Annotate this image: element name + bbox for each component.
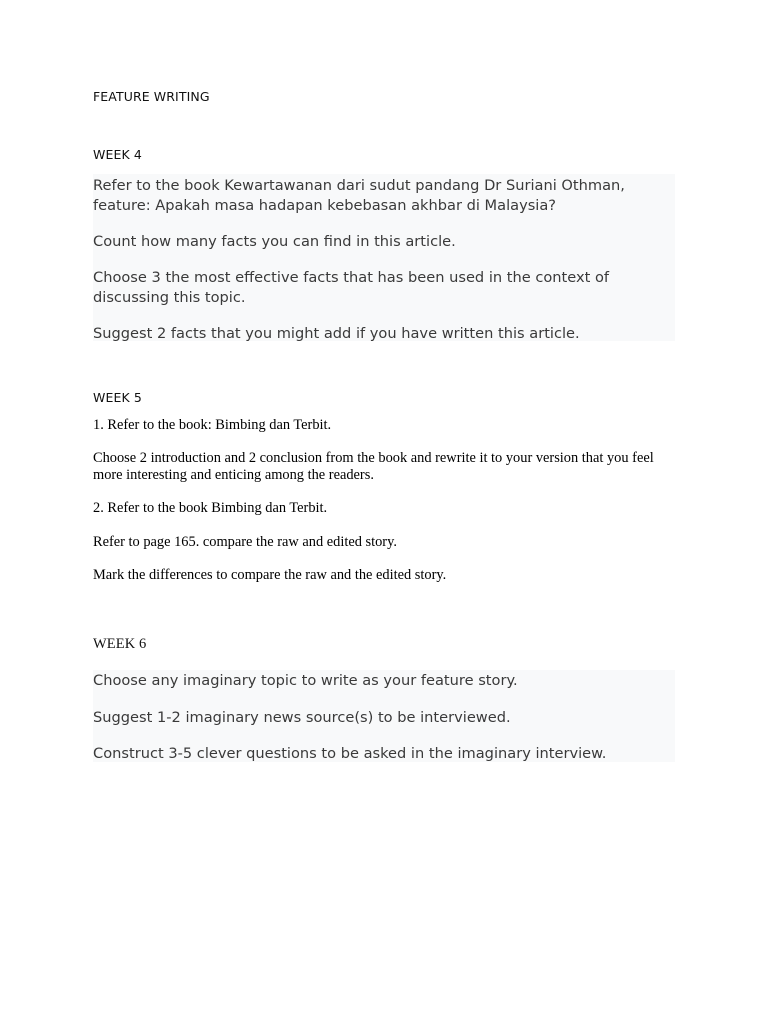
week-4-item-2: Count how many facts you can find in this article.	[93, 233, 456, 250]
week-4-section	[93, 174, 675, 341]
week-4-item-3: Choose 3 the most effective facts that has been used in the context of discussing this topic.	[93, 269, 610, 306]
week-6-item-2: Suggest 1-2 imaginary news source(s) to be interviewed.	[93, 709, 511, 726]
document-title: FEATURE WRITING	[93, 89, 210, 104]
week-4-heading: WEEK 4	[93, 147, 142, 162]
week-6-item-3: Construct 3-5 clever questions to be asked in the imaginary interview.	[93, 745, 607, 762]
week-5-item-1: 1. Refer to the book: Bimbing dan Terbit.	[93, 417, 332, 433]
week-5-item-4: Refer to page 165. compare the raw and edited story.	[93, 534, 397, 550]
week-4-item-4: Suggest 2 facts that you might add if you have written this article.	[93, 325, 580, 342]
week-6-section	[93, 670, 675, 762]
week-5-heading: WEEK 5	[93, 390, 142, 405]
week-5-item-3: 2. Refer to the book Bimbing dan Terbit.	[93, 500, 328, 516]
week-4-item-1: Refer to the book Kewartawanan dari sudut pandang Dr Suriani Othman, feature: Apakah masa hadapan kebebasan akhbar di Malaysia?	[93, 177, 625, 214]
week-5-item-2: Choose 2 introduction and 2 conclusion from the book and rewrite it to your version that you feel more interesting and enticing among the readers.	[93, 450, 654, 483]
week-6-item-1: Choose any imaginary topic to write as your feature story.	[93, 672, 518, 689]
week-6-heading: WEEK 6	[93, 636, 147, 652]
week-5-section	[93, 417, 675, 584]
week-5-item-5: Mark the differences to compare the raw and the edited story.	[93, 567, 447, 583]
